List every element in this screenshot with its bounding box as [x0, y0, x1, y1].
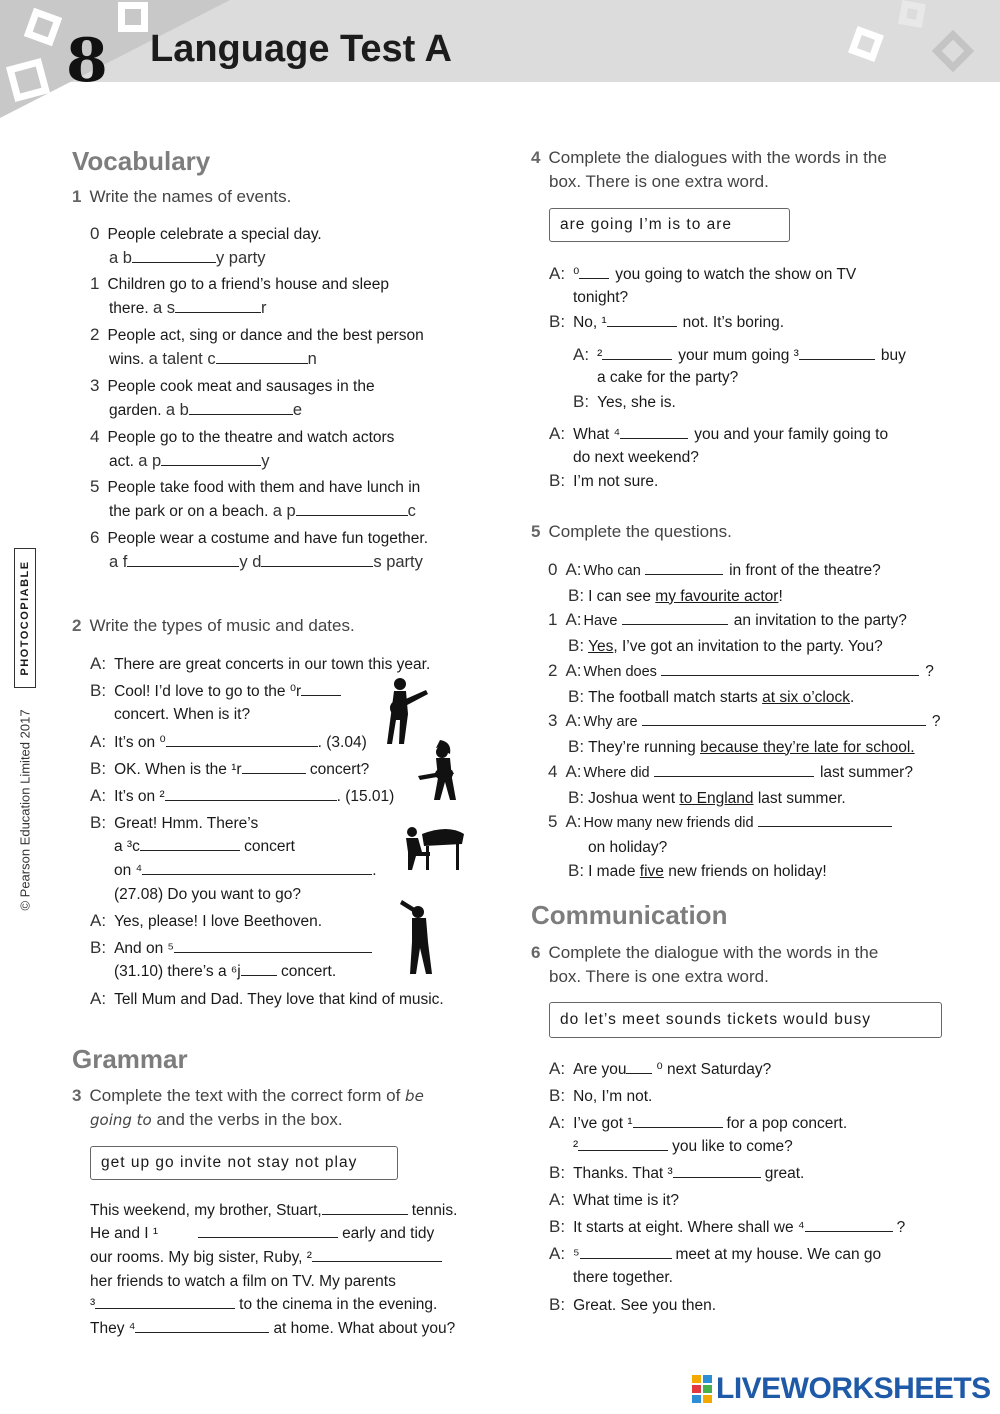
dialogue-line — [549, 1293, 716, 1318]
answer-blank[interactable] — [322, 1199, 408, 1215]
answer-blank[interactable] — [620, 423, 688, 439]
line-text: This weekend, my brother, Stuart, — [90, 1202, 322, 1219]
answer-blank[interactable] — [189, 399, 293, 415]
answer-blank[interactable] — [578, 1135, 668, 1151]
line-text: No, I’m not. — [573, 1088, 653, 1105]
text-line — [90, 1270, 396, 1294]
hint: a f — [109, 552, 128, 571]
item-text: there. — [109, 299, 149, 317]
speaker: A: — [90, 989, 107, 1008]
item-line2 — [109, 503, 416, 520]
underlined-answer: because they’re late for school. — [700, 738, 915, 756]
question-text: ? — [925, 663, 934, 680]
answer-text: Joshua went — [588, 789, 680, 807]
line-text: ³ — [90, 1296, 96, 1313]
line-text: Great! Hmm. There’s — [114, 815, 259, 832]
question-text: ? — [931, 713, 941, 730]
question-text: Have — [583, 613, 618, 629]
question-text: Where did — [583, 765, 650, 781]
dialogue-line — [549, 310, 784, 335]
line-text: I’ve got ¹ — [573, 1115, 633, 1132]
q6-word-box: do let’s meet sounds tickets would busy — [549, 1002, 942, 1038]
q5-question — [548, 659, 934, 709]
line-text: I’m not sure. — [573, 473, 659, 490]
answer-text: . — [849, 688, 855, 706]
dialogue-line — [549, 1215, 905, 1240]
line-text: on ⁴ — [114, 862, 143, 879]
dialogue-line — [549, 469, 658, 494]
speaker: B: — [90, 681, 107, 700]
answer-blank[interactable] — [580, 1243, 672, 1259]
q4-instruction-line2: box. There is one extra word. — [549, 172, 769, 191]
line-text: early and tidy — [342, 1225, 435, 1242]
underlined-answer: five — [639, 863, 664, 880]
pianist-silhouette — [400, 822, 466, 872]
line-text: concert? — [305, 761, 370, 778]
answer-line — [568, 787, 846, 807]
answer-blank[interactable] — [174, 937, 372, 953]
speaker: B: — [568, 787, 585, 807]
item-line2 — [109, 300, 266, 317]
speaker: A: — [549, 1113, 566, 1132]
line-text: There are great concerts in our town this year. — [114, 656, 431, 673]
line-text: her friends to watch a film on TV. My parents — [90, 1273, 396, 1290]
line-text: great. — [764, 1165, 805, 1182]
item-text: garden. — [109, 401, 162, 419]
line-text: (27.08) Do you want to go? — [114, 886, 301, 903]
speaker: A: — [573, 345, 590, 364]
answer-blank[interactable] — [622, 609, 728, 625]
hint: r — [260, 298, 267, 317]
vocab-item — [90, 425, 394, 473]
page-header — [0, 0, 1000, 118]
item-number: 5 — [548, 812, 558, 831]
q4-word-box: are going I’m is to are — [549, 208, 790, 242]
speaker: A: — [549, 1244, 566, 1263]
speaker: A: — [565, 812, 582, 831]
answer-blank[interactable] — [140, 835, 240, 851]
line-text: ⁰ next Saturday? — [656, 1061, 772, 1078]
line-text: buy — [880, 347, 906, 364]
speaker: A: — [549, 264, 566, 283]
vocab-item — [90, 222, 322, 270]
line-text: . — [372, 862, 377, 879]
dialogue-line — [90, 757, 369, 782]
grammar-heading: Grammar — [72, 1044, 188, 1074]
communication-heading: Communication — [531, 900, 728, 930]
answer-blank[interactable] — [626, 1058, 652, 1074]
hint: a b — [165, 400, 189, 419]
dialogue-line — [549, 1161, 804, 1186]
item-number: 1 — [548, 610, 558, 629]
answer-blank[interactable] — [805, 1216, 893, 1232]
logo-icon — [692, 1375, 712, 1403]
line-text: not. It’s boring. — [682, 314, 785, 331]
text-line — [90, 1317, 455, 1341]
question-text: When does — [583, 664, 657, 680]
line-text: He and I ¹ — [90, 1225, 159, 1242]
item-line2 — [109, 554, 423, 571]
hint: s party — [373, 552, 423, 571]
answer-blank[interactable] — [198, 1222, 338, 1238]
speaker: A: — [549, 1190, 566, 1209]
item-number: 4 — [90, 427, 100, 446]
line-text: ⁵ — [573, 1246, 580, 1263]
vocab-item — [90, 374, 375, 422]
answer-blank[interactable] — [165, 785, 337, 801]
line-text: What time is it? — [573, 1192, 680, 1209]
hint: y party — [215, 248, 266, 267]
answer-text: last summer. — [753, 789, 846, 807]
answer-blank[interactable] — [142, 859, 372, 875]
line-text: And on ⁵ — [114, 940, 174, 957]
speaker: A: — [565, 711, 582, 730]
line-text: ² — [597, 347, 603, 364]
line-text: to the cinema in the evening. — [239, 1296, 438, 1313]
answer-blank[interactable] — [132, 247, 216, 263]
q3-word-box: get up go invite not stay not play — [90, 1146, 398, 1180]
underlined-answer: Yes — [588, 637, 614, 655]
line-text: . (15.01) — [336, 788, 395, 805]
line-text: What ⁴ — [573, 426, 621, 443]
speaker: B: — [568, 861, 585, 880]
speaker: B: — [549, 1217, 566, 1236]
item-text: People wear a costume and have fun together. — [107, 530, 429, 547]
line-text: you going to watch the show on TV — [615, 266, 857, 283]
dialogue-line — [114, 703, 250, 727]
answer-blank[interactable] — [579, 263, 609, 279]
item-number: 2 — [90, 325, 100, 344]
line-text: . (3.04) — [317, 734, 367, 751]
underlined-answer: at six o’clock — [762, 688, 850, 706]
answer-blank[interactable] — [661, 660, 919, 676]
answer-blank[interactable] — [645, 559, 723, 575]
answer-text: I made — [588, 863, 640, 880]
hint: a p — [138, 451, 162, 470]
line-text: meet at my house. We can go — [675, 1246, 882, 1263]
dialogue-line — [549, 1057, 771, 1082]
hint: y d — [239, 552, 262, 571]
hint: a talent c — [148, 349, 216, 368]
dialogue-line — [90, 936, 372, 961]
line-text: concert — [239, 838, 295, 855]
dialogue-line — [573, 1266, 673, 1290]
question-text: Who can — [583, 563, 641, 579]
unit-number: 8 — [66, 26, 108, 96]
line-text: It’s on ² — [114, 788, 165, 805]
line-text: you and your family going to — [694, 426, 889, 443]
item-line2 — [109, 351, 317, 368]
line-text: do next weekend? — [573, 449, 699, 466]
line-text: Great. See you then. — [573, 1297, 717, 1314]
question-text: in front of the theatre? — [729, 562, 881, 579]
answer-blank[interactable] — [312, 1246, 442, 1262]
line-text: Tell Mum and Dad. They love that kind of music. — [114, 991, 444, 1008]
answer-blank[interactable] — [216, 348, 308, 364]
dialogue-line — [90, 909, 322, 934]
item-number: 0 — [548, 560, 558, 579]
item-text: People celebrate a special day. — [107, 226, 322, 243]
item-line2 — [109, 402, 302, 419]
speaker: B: — [549, 312, 566, 331]
answer-line — [568, 686, 855, 706]
guitarist-silhouette — [378, 676, 432, 746]
item-text: Children go to a friend’s house and sleep — [107, 276, 389, 293]
dialogue-line — [90, 784, 394, 809]
q6-instruction: 6 Complete the dialogue with the words in the — [531, 943, 879, 962]
dialogue-line — [114, 835, 295, 859]
line-text: our rooms. My big sister, Ruby, ² — [90, 1249, 312, 1266]
dialogue-line — [549, 262, 856, 287]
answer-blank[interactable] — [242, 758, 306, 774]
speaker: A: — [549, 1059, 566, 1078]
speaker: B: — [549, 1163, 566, 1182]
question-text: on holiday? — [588, 838, 668, 856]
line-text: It starts at eight. Where shall we ⁴ — [573, 1219, 805, 1236]
liveworksheets-logo[interactable]: LIVEWORKSHEETS — [692, 1372, 991, 1406]
answer-blank[interactable] — [175, 297, 261, 313]
answer-blank[interactable] — [135, 1317, 269, 1333]
line-text: for a pop concert. — [726, 1115, 848, 1132]
answer-blank[interactable] — [799, 344, 875, 360]
item-number: 3 — [548, 711, 558, 730]
speaker: A: — [90, 911, 107, 930]
hint: a b — [109, 248, 132, 267]
line-text: your mum going ³ — [678, 347, 799, 364]
q5-question — [548, 760, 913, 810]
answer-blank[interactable] — [161, 450, 261, 466]
answer-blank[interactable] — [95, 1293, 235, 1309]
speaker: B: — [568, 585, 585, 605]
speaker: A: — [549, 424, 566, 443]
hint: a s — [152, 298, 175, 317]
speaker: B: — [549, 1086, 566, 1105]
page-title: Language Test A — [150, 28, 452, 70]
line-text: ² — [573, 1138, 579, 1155]
answer-blank[interactable] — [166, 731, 318, 747]
speaker: B: — [568, 635, 585, 655]
item-text: People take food with them and have lunch in — [107, 479, 421, 496]
item-number: 5 — [90, 477, 100, 496]
question-text: an invitation to the party? — [733, 612, 907, 629]
speaker: A: — [90, 654, 107, 673]
dialogue-line — [90, 679, 341, 704]
line-text: Thanks. That ³ — [573, 1165, 673, 1182]
speaker: B: — [549, 1295, 566, 1314]
answer-blank[interactable] — [261, 551, 373, 567]
answer-text: new friends on holiday! — [663, 863, 827, 880]
answer-blank[interactable] — [607, 311, 677, 327]
dialogue-line — [114, 960, 336, 984]
item-line2 — [109, 250, 265, 267]
answer-blank[interactable] — [673, 1162, 761, 1178]
trumpeter-silhouette — [400, 896, 440, 976]
photocopiable-label: PHOTOCOPIABLE — [14, 548, 36, 688]
answer-blank[interactable] — [758, 811, 892, 827]
text-line — [90, 1246, 442, 1270]
dialogue-line — [573, 343, 906, 368]
answer-blank[interactable] — [602, 344, 672, 360]
dialogue-line — [549, 1188, 679, 1213]
answer-blank[interactable] — [654, 761, 814, 777]
q5-question — [548, 709, 940, 759]
line-text: Cool! I’d love to go to the ⁰r — [114, 683, 302, 700]
line-text: Are you — [573, 1061, 627, 1078]
item-number: 1 — [90, 274, 100, 293]
item-text: People go to the theatre and watch actors — [107, 429, 395, 446]
dialogue-line — [549, 1242, 881, 1267]
question-text: Why are — [583, 714, 638, 730]
vocabulary-heading: Vocabulary — [72, 146, 211, 176]
dialogue-line — [573, 286, 628, 310]
item-number: 6 — [90, 528, 100, 547]
rock-guitarist-silhouette — [416, 738, 464, 802]
line-text: ? — [896, 1219, 906, 1236]
hint: c — [407, 501, 416, 520]
item-text: wins. — [109, 350, 145, 368]
underlined-answer: my favourite actor — [655, 587, 779, 605]
speaker: B: — [549, 471, 566, 490]
line-text: a ³c — [114, 838, 140, 855]
dialogue-line — [573, 446, 699, 470]
q4-instruction: 4 Complete the dialogues with the words in the — [531, 148, 887, 167]
q3-instruction: 3 Complete the text with the correct form of be — [72, 1086, 424, 1105]
answer-blank[interactable] — [241, 960, 277, 976]
dialogue-line — [114, 859, 377, 883]
hint: e — [292, 400, 303, 419]
answer-text: They’re running — [588, 738, 701, 756]
speaker: B: — [90, 759, 107, 778]
speaker: B: — [573, 392, 590, 411]
item-text: People act, sing or dance and the best person — [107, 327, 424, 344]
line-text: tennis. — [411, 1202, 458, 1219]
line-text: you like to come? — [672, 1138, 793, 1155]
item-text: act. — [109, 452, 134, 470]
text-line — [90, 1199, 457, 1223]
line-text: Yes, she is. — [597, 394, 676, 411]
dialogue-line — [573, 1135, 793, 1159]
hint: y — [261, 451, 270, 470]
speaker: B: — [90, 938, 107, 957]
dialogue-line — [549, 422, 888, 447]
item-number: 4 — [548, 762, 558, 781]
answer-text: I can see — [588, 587, 656, 605]
speaker: B: — [568, 736, 585, 756]
vocab-item — [90, 323, 424, 371]
answer-line — [568, 863, 827, 880]
speaker: A: — [565, 610, 582, 629]
item-text: the park or on a beach. — [109, 502, 269, 520]
question-text: How many new friends did — [583, 815, 754, 831]
question-text: last summer? — [819, 764, 913, 781]
answer-text: ! — [778, 587, 783, 605]
underlined-answer: to England — [679, 789, 754, 807]
hint: a p — [272, 501, 296, 520]
answer-text: , I’ve got an invitation to the party. You? — [613, 637, 883, 655]
item-number: 3 — [90, 376, 100, 395]
line-text: concert. — [276, 963, 337, 980]
vocab-item — [90, 526, 428, 574]
dialogue-line — [549, 1111, 847, 1136]
dialogue-line — [90, 652, 430, 677]
q6-instruction-line2: box. There is one extra word. — [549, 967, 769, 986]
speaker: A: — [90, 732, 107, 751]
line-text: a cake for the party? — [597, 369, 739, 386]
dialogue-line — [114, 883, 301, 907]
line-text: (31.10) there’s a ⁶j — [114, 963, 241, 980]
line-text: It’s on ⁰ — [114, 734, 166, 751]
answer-blank[interactable] — [296, 500, 408, 516]
speaker: B: — [568, 686, 585, 706]
text-line — [90, 1222, 434, 1246]
line-text: at home. What about you? — [273, 1320, 456, 1337]
q5-question — [548, 558, 881, 608]
speaker: B: — [90, 813, 107, 832]
speaker: A: — [565, 661, 582, 680]
copyright: © Pearson Education Limited 2017 — [17, 709, 33, 911]
q2-instruction: 2 Write the types of music and dates. — [72, 616, 355, 635]
line-text: They ⁴ — [90, 1320, 136, 1337]
speaker: A: — [90, 786, 107, 805]
hint: n — [307, 349, 317, 368]
answer-blank[interactable] — [301, 680, 341, 696]
speaker: A: — [565, 762, 582, 781]
answer-line — [568, 736, 915, 756]
q5-question — [548, 810, 892, 884]
text-line — [90, 1293, 437, 1317]
item-number: 2 — [548, 661, 558, 680]
line-text: tonight? — [573, 289, 629, 306]
answer-blank[interactable] — [642, 710, 926, 726]
vocab-item — [90, 272, 389, 320]
dialogue-line — [90, 730, 367, 755]
item-number: 0 — [90, 224, 100, 243]
answer-blank[interactable] — [127, 551, 239, 567]
q1-instruction: 1 Write the names of events. — [72, 187, 292, 206]
dialogue-line — [90, 987, 444, 1012]
line-text: OK. When is the ¹r — [114, 761, 242, 778]
dialogue-line — [549, 1084, 652, 1109]
vocab-item — [90, 475, 420, 523]
answer-blank[interactable] — [633, 1112, 723, 1128]
answer-line — [568, 635, 883, 655]
q5-instruction: 5 Complete the questions. — [531, 522, 732, 541]
speaker: A: — [565, 560, 582, 579]
q3-instruction-line2: going to and the verbs in the box. — [90, 1110, 343, 1129]
line-text: Yes, please! I love Beethoven. — [114, 913, 323, 930]
line-text: there together. — [573, 1269, 673, 1286]
line-text: No, ¹ — [573, 314, 607, 331]
item-line2 — [109, 453, 269, 470]
item-text: People cook meat and sausages in the — [107, 378, 375, 395]
line-text: concert. When is it? — [114, 706, 251, 723]
q5-question — [548, 608, 907, 658]
answer-line — [568, 585, 783, 605]
line-text: ⁰ — [573, 266, 580, 283]
dialogue-line — [90, 811, 258, 836]
answer-text: The football match starts — [588, 688, 763, 706]
dialogue-line — [597, 366, 738, 390]
dialogue-line — [573, 390, 676, 415]
